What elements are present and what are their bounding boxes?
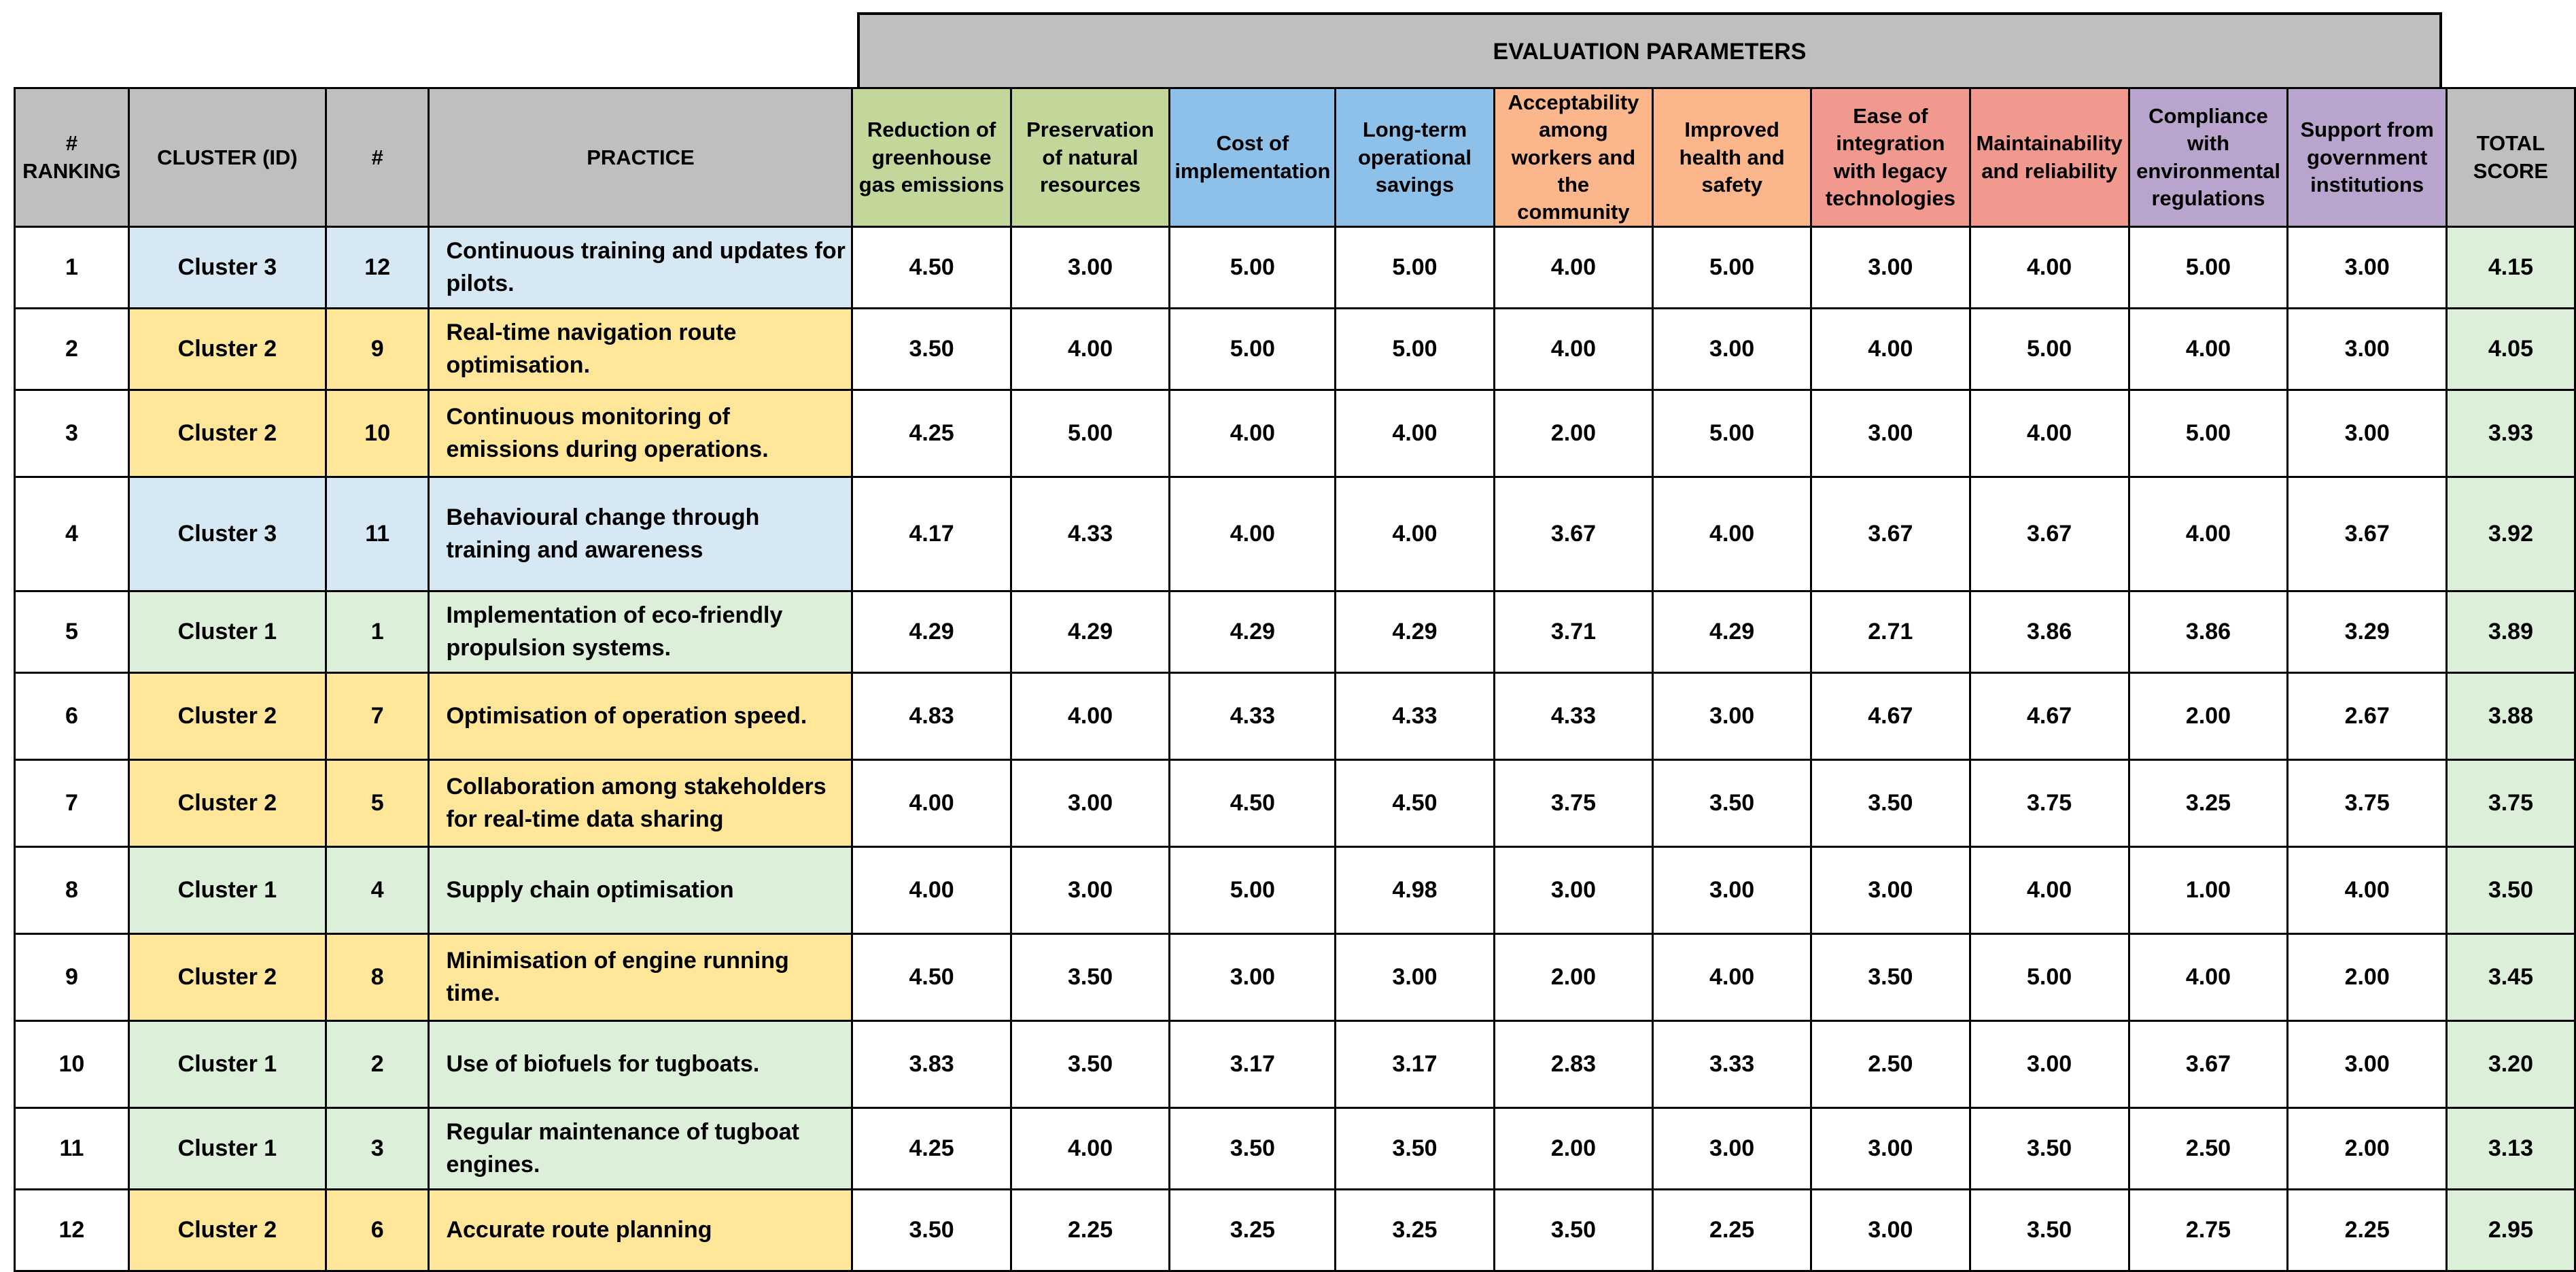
score-cell: 4.33 <box>1336 673 1494 760</box>
score-cell: 2.00 <box>1494 934 1653 1021</box>
score-cell: 4.00 <box>2288 847 2446 934</box>
cluster-cell: Cluster 1 <box>128 847 326 934</box>
score-cell: 4.83 <box>852 673 1011 760</box>
score-cell: 4.00 <box>1336 477 1494 591</box>
cluster-cell: Cluster 3 <box>128 477 326 591</box>
param-header-savings: Long-term operational savings <box>1336 88 1494 227</box>
score-cell: 3.50 <box>852 309 1011 390</box>
practice-cell: Accurate route planning <box>429 1190 852 1271</box>
total-score-cell: 4.05 <box>2446 309 2575 390</box>
rank-cell: 3 <box>15 390 129 477</box>
rank-cell: 7 <box>15 760 129 847</box>
score-cell: 2.00 <box>2288 1108 2446 1190</box>
practice-number-cell: 8 <box>326 934 429 1021</box>
ranking-table <box>14 87 2576 1272</box>
practice-cell: Continuous monitoring of emissions during operations. <box>429 390 852 477</box>
score-cell: 4.00 <box>1011 309 1170 390</box>
score-cell: 3.67 <box>1970 477 2129 591</box>
practice-cell: Minimisation of engine running time. <box>429 934 852 1021</box>
score-cell: 4.00 <box>852 760 1011 847</box>
param-header-integration: Ease of integration with legacy technologies <box>1811 88 1970 227</box>
practice-cell: Optimisation of operation speed. <box>429 673 852 760</box>
score-cell: 4.00 <box>1011 673 1170 760</box>
table-row <box>15 1108 2575 1190</box>
score-cell: 3.00 <box>1653 309 1811 390</box>
param-header-support: Support from government institutions <box>2288 88 2446 227</box>
practice-cell: Real-time navigation route optimisation. <box>429 309 852 390</box>
rank-cell: 1 <box>15 227 129 309</box>
score-cell: 3.86 <box>2129 591 2288 673</box>
score-cell: 4.00 <box>1494 309 1653 390</box>
score-cell: 4.98 <box>1336 847 1494 934</box>
score-cell: 3.00 <box>2288 1021 2446 1108</box>
rank-cell: 9 <box>15 934 129 1021</box>
score-cell: 3.25 <box>1336 1190 1494 1271</box>
score-cell: 4.00 <box>1170 390 1336 477</box>
score-cell: 5.00 <box>1970 934 2129 1021</box>
score-cell: 5.00 <box>1170 309 1336 390</box>
score-cell: 5.00 <box>1336 309 1494 390</box>
practice-cell: Implementation of eco-friendly propulsion systems. <box>429 591 852 673</box>
score-cell: 4.33 <box>1494 673 1653 760</box>
total-score-cell: 3.13 <box>2446 1108 2575 1190</box>
score-cell: 2.25 <box>2288 1190 2446 1271</box>
total-score-cell: 3.75 <box>2446 760 2575 847</box>
practice-number-cell: 6 <box>326 1190 429 1271</box>
score-cell: 3.75 <box>1494 760 1653 847</box>
cluster-cell: Cluster 2 <box>128 309 326 390</box>
score-cell: 3.00 <box>1811 390 1970 477</box>
score-cell: 3.67 <box>1811 477 1970 591</box>
total-header: TOTAL SCORE <box>2446 88 2575 227</box>
practice-cell: Continuous training and updates for pilots. <box>429 227 852 309</box>
total-score-cell: 3.88 <box>2446 673 2575 760</box>
score-cell: 3.67 <box>2288 477 2446 591</box>
score-cell: 3.00 <box>2288 309 2446 390</box>
score-cell: 5.00 <box>2129 390 2288 477</box>
total-score-cell: 3.50 <box>2446 847 2575 934</box>
rank-cell: 4 <box>15 477 129 591</box>
total-score-cell: 3.45 <box>2446 934 2575 1021</box>
score-cell: 3.67 <box>2129 1021 2288 1108</box>
cluster-cell: Cluster 1 <box>128 591 326 673</box>
score-cell: 3.50 <box>1494 1190 1653 1271</box>
table-row <box>15 673 2575 760</box>
score-cell: 3.00 <box>1811 1190 1970 1271</box>
table-row <box>15 934 2575 1021</box>
score-cell: 5.00 <box>1170 227 1336 309</box>
score-cell: 3.50 <box>1011 934 1170 1021</box>
score-cell: 3.50 <box>852 1190 1011 1271</box>
score-cell: 4.00 <box>1336 390 1494 477</box>
total-score-cell: 3.93 <box>2446 390 2575 477</box>
score-cell: 4.29 <box>1336 591 1494 673</box>
practice-header: PRACTICE <box>429 88 852 227</box>
score-cell: 3.50 <box>1170 1108 1336 1190</box>
practice-number-cell: 4 <box>326 847 429 934</box>
cluster-cell: Cluster 1 <box>128 1021 326 1108</box>
score-cell: 2.75 <box>2129 1190 2288 1271</box>
score-cell: 3.25 <box>1170 1190 1336 1271</box>
score-cell: 4.00 <box>1970 390 2129 477</box>
score-cell: 4.00 <box>1970 847 2129 934</box>
score-cell: 5.00 <box>1970 309 2129 390</box>
practice-number-cell: 1 <box>326 591 429 673</box>
score-cell: 5.00 <box>1653 227 1811 309</box>
score-cell: 3.00 <box>1170 934 1336 1021</box>
rank-cell: 10 <box>15 1021 129 1108</box>
score-cell: 4.17 <box>852 477 1011 591</box>
practice-number-cell: 3 <box>326 1108 429 1190</box>
score-cell: 2.83 <box>1494 1021 1653 1108</box>
rank-cell: 6 <box>15 673 129 760</box>
table-row <box>15 1190 2575 1271</box>
score-cell: 3.29 <box>2288 591 2446 673</box>
score-cell: 2.00 <box>2129 673 2288 760</box>
score-cell: 4.00 <box>2129 309 2288 390</box>
ranking-header: # RANKING <box>15 88 129 227</box>
total-score-cell: 3.89 <box>2446 591 2575 673</box>
evaluation-parameters-header: EVALUATION PARAMETERS <box>857 12 2442 88</box>
score-cell: 4.00 <box>1011 1108 1170 1190</box>
score-cell: 2.67 <box>2288 673 2446 760</box>
score-cell: 3.00 <box>1811 1108 1970 1190</box>
param-header-resources: Preservation of natural resources <box>1011 88 1170 227</box>
score-cell: 4.67 <box>1811 673 1970 760</box>
rank-cell: 5 <box>15 591 129 673</box>
total-score-cell: 3.20 <box>2446 1021 2575 1108</box>
cluster-cell: Cluster 1 <box>128 1108 326 1190</box>
score-cell: 3.00 <box>1494 847 1653 934</box>
table-row <box>15 1021 2575 1108</box>
score-cell: 2.00 <box>1494 390 1653 477</box>
number-header: # <box>326 88 429 227</box>
rank-cell: 8 <box>15 847 129 934</box>
param-header-maintainability: Maintainability and reliability <box>1970 88 2129 227</box>
score-cell: 3.75 <box>2288 760 2446 847</box>
total-score-cell: 3.92 <box>2446 477 2575 591</box>
score-cell: 4.50 <box>852 934 1011 1021</box>
table-row <box>15 847 2575 934</box>
cluster-cell: Cluster 2 <box>128 1190 326 1271</box>
score-cell: 3.17 <box>1170 1021 1336 1108</box>
score-cell: 3.00 <box>2288 227 2446 309</box>
score-cell: 4.25 <box>852 1108 1011 1190</box>
score-cell: 3.50 <box>1336 1108 1494 1190</box>
score-cell: 4.50 <box>1170 760 1336 847</box>
score-cell: 3.00 <box>1011 227 1170 309</box>
score-cell: 3.33 <box>1653 1021 1811 1108</box>
score-cell: 4.50 <box>1336 760 1494 847</box>
table-row <box>15 760 2575 847</box>
table-row <box>15 309 2575 390</box>
practice-number-cell: 7 <box>326 673 429 760</box>
score-cell: 3.00 <box>1970 1021 2129 1108</box>
score-cell: 3.50 <box>1811 760 1970 847</box>
score-cell: 4.00 <box>2129 477 2288 591</box>
score-cell: 5.00 <box>1170 847 1336 934</box>
score-cell: 3.00 <box>1811 847 1970 934</box>
score-cell: 5.00 <box>1336 227 1494 309</box>
score-cell: 3.50 <box>1970 1190 2129 1271</box>
score-cell: 5.00 <box>1653 390 1811 477</box>
cluster-cell: Cluster 2 <box>128 760 326 847</box>
score-cell: 3.50 <box>1011 1021 1170 1108</box>
score-cell: 4.33 <box>1011 477 1170 591</box>
score-cell: 2.71 <box>1811 591 1970 673</box>
score-cell: 3.50 <box>1970 1108 2129 1190</box>
score-cell: 4.00 <box>852 847 1011 934</box>
score-cell: 3.17 <box>1336 1021 1494 1108</box>
score-cell: 4.00 <box>1653 934 1811 1021</box>
practice-cell: Behavioural change through training and awareness <box>429 477 852 591</box>
score-cell: 4.29 <box>1170 591 1336 673</box>
score-cell: 2.50 <box>1811 1021 1970 1108</box>
score-cell: 5.00 <box>2129 227 2288 309</box>
score-cell: 3.00 <box>1011 760 1170 847</box>
practice-number-cell: 12 <box>326 227 429 309</box>
score-cell: 3.75 <box>1970 760 2129 847</box>
score-cell: 3.00 <box>1336 934 1494 1021</box>
param-header-compliance: Compliance with environmental regulations <box>2129 88 2288 227</box>
score-cell: 3.00 <box>2288 390 2446 477</box>
cluster-cell: Cluster 2 <box>128 934 326 1021</box>
practice-number-cell: 2 <box>326 1021 429 1108</box>
header-row <box>15 88 2575 227</box>
score-cell: 2.00 <box>1494 1108 1653 1190</box>
rank-cell: 12 <box>15 1190 129 1271</box>
cluster-cell: Cluster 3 <box>128 227 326 309</box>
table-row <box>15 591 2575 673</box>
score-cell: 2.25 <box>1011 1190 1170 1271</box>
practice-cell: Collaboration among stakeholders for real-time data sharing <box>429 760 852 847</box>
table-row <box>15 227 2575 309</box>
score-cell: 4.00 <box>1494 227 1653 309</box>
param-header-cost: Cost of implementation <box>1170 88 1336 227</box>
cluster-cell: Cluster 2 <box>128 673 326 760</box>
param-header-acceptability: Acceptability among workers and the community <box>1494 88 1653 227</box>
score-cell: 3.00 <box>1653 847 1811 934</box>
practice-number-cell: 10 <box>326 390 429 477</box>
score-cell: 4.33 <box>1170 673 1336 760</box>
score-cell: 3.83 <box>852 1021 1011 1108</box>
score-cell: 4.67 <box>1970 673 2129 760</box>
score-cell: 3.00 <box>1811 227 1970 309</box>
score-cell: 3.67 <box>1494 477 1653 591</box>
score-cell: 3.25 <box>2129 760 2288 847</box>
score-cell: 4.00 <box>1811 309 1970 390</box>
score-cell: 4.00 <box>1653 477 1811 591</box>
score-cell: 4.00 <box>2129 934 2288 1021</box>
score-cell: 4.50 <box>852 227 1011 309</box>
score-cell: 4.25 <box>852 390 1011 477</box>
score-cell: 3.00 <box>1653 673 1811 760</box>
score-cell: 4.29 <box>1011 591 1170 673</box>
score-cell: 4.29 <box>1653 591 1811 673</box>
score-cell: 3.00 <box>1653 1108 1811 1190</box>
practice-cell: Use of biofuels for tugboats. <box>429 1021 852 1108</box>
param-header-ghg: Reduction of greenhouse gas emissions <box>852 88 1011 227</box>
score-cell: 2.00 <box>2288 934 2446 1021</box>
score-cell: 1.00 <box>2129 847 2288 934</box>
practice-cell: Regular maintenance of tugboat engines. <box>429 1108 852 1190</box>
practice-number-cell: 11 <box>326 477 429 591</box>
practice-number-cell: 5 <box>326 760 429 847</box>
score-cell: 3.86 <box>1970 591 2129 673</box>
rank-cell: 2 <box>15 309 129 390</box>
score-cell: 3.50 <box>1811 934 1970 1021</box>
cluster-cell: Cluster 2 <box>128 390 326 477</box>
total-score-cell: 2.95 <box>2446 1190 2575 1271</box>
total-score-cell: 4.15 <box>2446 227 2575 309</box>
table-row <box>15 477 2575 591</box>
score-cell: 4.00 <box>1970 227 2129 309</box>
score-cell: 2.50 <box>2129 1108 2288 1190</box>
practice-cell: Supply chain optimisation <box>429 847 852 934</box>
score-cell: 2.25 <box>1653 1190 1811 1271</box>
score-cell: 3.50 <box>1653 760 1811 847</box>
score-cell: 5.00 <box>1011 390 1170 477</box>
cluster-header: CLUSTER (ID) <box>128 88 326 227</box>
rank-cell: 11 <box>15 1108 129 1190</box>
score-cell: 3.00 <box>1011 847 1170 934</box>
score-cell: 4.29 <box>852 591 1011 673</box>
score-cell: 3.71 <box>1494 591 1653 673</box>
param-header-health: Improved health and safety <box>1653 88 1811 227</box>
score-cell: 4.00 <box>1170 477 1336 591</box>
table-row <box>15 390 2575 477</box>
practice-number-cell: 9 <box>326 309 429 390</box>
